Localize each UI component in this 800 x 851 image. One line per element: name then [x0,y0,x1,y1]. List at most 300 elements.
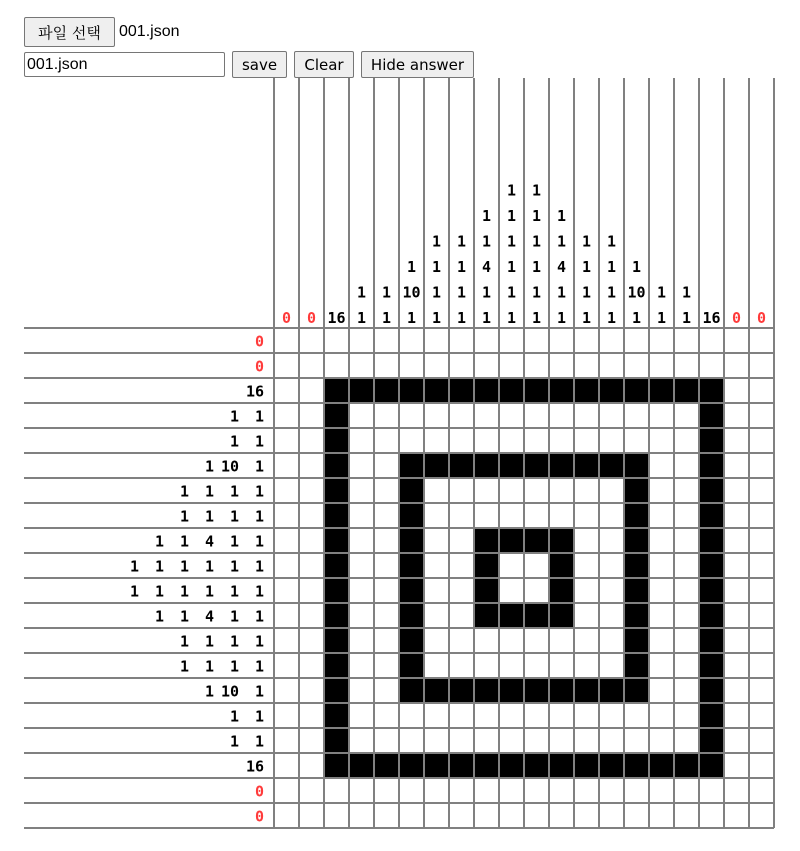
grid-cell[interactable] [674,728,699,753]
grid-cell[interactable] [549,403,574,428]
grid-cell-filled[interactable] [624,453,649,478]
grid-cell-filled[interactable] [524,453,549,478]
grid-cell[interactable] [349,728,374,753]
grid-cell[interactable] [649,778,674,803]
grid-cell[interactable] [749,553,774,578]
grid-cell[interactable] [474,403,499,428]
grid-cell-filled[interactable] [474,578,499,603]
grid-cell-filled[interactable] [699,378,724,403]
grid-cell[interactable] [299,753,324,778]
grid-cell[interactable] [574,778,599,803]
grid-cell-filled[interactable] [474,603,499,628]
grid-cell[interactable] [599,803,624,828]
grid-cell[interactable] [724,703,749,728]
grid-cell-filled[interactable] [399,628,424,653]
grid-cell[interactable] [324,778,349,803]
grid-cell[interactable] [474,478,499,503]
grid-cell[interactable] [549,503,574,528]
grid-cell[interactable] [599,428,624,453]
grid-cell[interactable] [349,628,374,653]
grid-cell-filled[interactable] [499,378,524,403]
grid-cell[interactable] [674,703,699,728]
grid-cell[interactable] [374,503,399,528]
grid-cell[interactable] [599,503,624,528]
grid-cell-filled[interactable] [324,528,349,553]
grid-cell[interactable] [499,428,524,453]
grid-cell[interactable] [349,703,374,728]
grid-cell[interactable] [524,403,549,428]
grid-cell[interactable] [299,528,324,553]
grid-cell[interactable] [674,478,699,503]
grid-cell[interactable] [349,428,374,453]
grid-cell[interactable] [499,503,524,528]
grid-cell[interactable] [274,728,299,753]
grid-cell[interactable] [574,578,599,603]
grid-cell[interactable] [499,778,524,803]
grid-cell[interactable] [299,453,324,478]
grid-cell-filled[interactable] [699,628,724,653]
grid-cell-filled[interactable] [624,653,649,678]
grid-cell[interactable] [274,528,299,553]
grid-cell[interactable] [499,653,524,678]
grid-cell[interactable] [599,728,624,753]
clear-button[interactable]: Clear [294,51,354,78]
grid-cell[interactable] [599,703,624,728]
grid-cell[interactable] [299,778,324,803]
grid-cell[interactable] [299,603,324,628]
grid-cell[interactable] [749,403,774,428]
grid-cell[interactable] [449,428,474,453]
grid-cell[interactable] [274,503,299,528]
grid-cell[interactable] [374,453,399,478]
grid-cell-filled[interactable] [674,378,699,403]
grid-cell[interactable] [574,328,599,353]
grid-cell[interactable] [599,628,624,653]
grid-cell-filled[interactable] [449,678,474,703]
grid-cell-filled[interactable] [624,503,649,528]
grid-cell-filled[interactable] [624,678,649,703]
grid-cell[interactable] [674,453,699,478]
grid-cell-filled[interactable] [699,728,724,753]
grid-cell[interactable] [624,353,649,378]
grid-cell-filled[interactable] [699,578,724,603]
grid-cell-filled[interactable] [699,403,724,428]
grid-cell[interactable] [724,728,749,753]
grid-cell[interactable] [299,803,324,828]
grid-cell[interactable] [349,603,374,628]
grid-cell[interactable] [574,603,599,628]
grid-cell-filled[interactable] [399,478,424,503]
grid-cell[interactable] [649,603,674,628]
grid-cell-filled[interactable] [524,753,549,778]
grid-cell-filled[interactable] [549,378,574,403]
grid-cell[interactable] [749,428,774,453]
grid-cell-filled[interactable] [474,378,499,403]
grid-cell[interactable] [424,428,449,453]
grid-cell[interactable] [749,628,774,653]
grid-cell[interactable] [724,528,749,553]
grid-cell[interactable] [724,478,749,503]
grid-cell[interactable] [474,728,499,753]
grid-cell-filled[interactable] [624,753,649,778]
grid-cell[interactable] [449,578,474,603]
grid-cell[interactable] [399,403,424,428]
grid-cell[interactable] [524,328,549,353]
grid-cell[interactable] [374,403,399,428]
grid-cell[interactable] [349,353,374,378]
grid-cell[interactable] [374,653,399,678]
grid-cell[interactable] [349,403,374,428]
grid-cell-filled[interactable] [374,378,399,403]
grid-cell[interactable] [274,378,299,403]
grid-cell[interactable] [274,428,299,453]
grid-cell[interactable] [599,653,624,678]
grid-cell[interactable] [474,628,499,653]
grid-cell[interactable] [724,803,749,828]
grid-cell[interactable] [349,503,374,528]
grid-cell[interactable] [624,803,649,828]
grid-cell[interactable] [274,478,299,503]
grid-cell[interactable] [524,703,549,728]
grid-cell[interactable] [524,628,549,653]
grid-cell[interactable] [649,653,674,678]
grid-cell[interactable] [674,553,699,578]
grid-cell[interactable] [349,678,374,703]
grid-cell[interactable] [599,553,624,578]
grid-cell-filled[interactable] [474,528,499,553]
grid-cell[interactable] [299,653,324,678]
grid-cell[interactable] [474,653,499,678]
grid-cell[interactable] [449,653,474,678]
grid-cell[interactable] [724,378,749,403]
grid-cell-filled[interactable] [699,453,724,478]
grid-cell[interactable] [299,478,324,503]
grid-cell[interactable] [449,778,474,803]
grid-cell[interactable] [399,353,424,378]
grid-cell[interactable] [699,328,724,353]
grid-cell[interactable] [424,603,449,628]
grid-cell-filled[interactable] [549,553,574,578]
grid-cell-filled[interactable] [524,378,549,403]
grid-cell[interactable] [749,453,774,478]
grid-cell-filled[interactable] [324,578,349,603]
grid-cell-filled[interactable] [349,753,374,778]
grid-cell-filled[interactable] [549,753,574,778]
grid-cell[interactable] [374,803,399,828]
grid-cell-filled[interactable] [499,453,524,478]
grid-cell[interactable] [674,603,699,628]
grid-cell[interactable] [374,603,399,628]
grid-cell-filled[interactable] [574,678,599,703]
grid-cell[interactable] [299,703,324,728]
grid-cell[interactable] [749,803,774,828]
grid-cell-filled[interactable] [649,378,674,403]
grid-cell[interactable] [674,328,699,353]
hide-answer-button[interactable]: Hide answer [361,51,474,78]
grid-cell-filled[interactable] [499,528,524,553]
grid-cell[interactable] [449,328,474,353]
grid-cell[interactable] [374,553,399,578]
grid-cell-filled[interactable] [324,378,349,403]
grid-cell[interactable] [524,503,549,528]
grid-cell[interactable] [674,778,699,803]
grid-cell[interactable] [574,728,599,753]
grid-cell[interactable] [524,553,549,578]
grid-cell[interactable] [749,728,774,753]
grid-cell[interactable] [649,528,674,553]
grid-cell-filled[interactable] [549,678,574,703]
grid-cell[interactable] [674,528,699,553]
grid-cell-filled[interactable] [624,553,649,578]
grid-cell[interactable] [574,503,599,528]
grid-cell[interactable] [449,478,474,503]
grid-cell[interactable] [674,653,699,678]
grid-cell[interactable] [474,353,499,378]
grid-cell[interactable] [749,503,774,528]
grid-cell[interactable] [649,478,674,503]
grid-cell[interactable] [724,403,749,428]
grid-cell[interactable] [274,578,299,603]
grid-cell-filled[interactable] [349,378,374,403]
grid-cell[interactable] [674,628,699,653]
grid-cell-filled[interactable] [699,653,724,678]
grid-cell-filled[interactable] [699,603,724,628]
grid-cell[interactable] [449,703,474,728]
grid-cell[interactable] [649,453,674,478]
grid-cell-filled[interactable] [699,678,724,703]
grid-cell[interactable] [349,453,374,478]
grid-cell[interactable] [549,353,574,378]
grid-cell[interactable] [499,803,524,828]
grid-cell[interactable] [474,778,499,803]
grid-cell[interactable] [749,678,774,703]
grid-cell[interactable] [349,328,374,353]
grid-cell[interactable] [499,553,524,578]
grid-cell[interactable] [474,703,499,728]
grid-cell[interactable] [349,478,374,503]
grid-cell[interactable] [374,628,399,653]
grid-cell[interactable] [274,553,299,578]
grid-cell[interactable] [649,578,674,603]
grid-cell-filled[interactable] [374,753,399,778]
grid-cell[interactable] [399,728,424,753]
file-select-button[interactable]: 파일 선택 [24,17,115,47]
grid-cell[interactable] [324,328,349,353]
grid-cell[interactable] [274,328,299,353]
grid-cell[interactable] [299,678,324,703]
grid-cell[interactable] [374,328,399,353]
grid-cell-filled[interactable] [499,753,524,778]
grid-cell[interactable] [374,578,399,603]
grid-cell[interactable] [399,803,424,828]
grid-cell[interactable] [449,353,474,378]
grid-cell[interactable] [449,503,474,528]
grid-cell-filled[interactable] [499,603,524,628]
grid-cell[interactable] [349,803,374,828]
grid-cell[interactable] [424,353,449,378]
grid-cell[interactable] [424,478,449,503]
grid-cell[interactable] [724,578,749,603]
grid-cell-filled[interactable] [599,453,624,478]
grid-cell[interactable] [349,528,374,553]
grid-cell[interactable] [274,603,299,628]
grid-cell[interactable] [599,578,624,603]
grid-cell-filled[interactable] [599,678,624,703]
grid-cell[interactable] [299,353,324,378]
grid-cell[interactable] [749,653,774,678]
grid-cell-filled[interactable] [699,428,724,453]
grid-cell-filled[interactable] [399,678,424,703]
grid-cell-filled[interactable] [549,453,574,478]
grid-cell[interactable] [574,653,599,678]
grid-cell[interactable] [599,603,624,628]
grid-cell[interactable] [424,728,449,753]
grid-cell-filled[interactable] [599,753,624,778]
grid-cell[interactable] [624,328,649,353]
grid-cell[interactable] [474,803,499,828]
grid-cell[interactable] [749,478,774,503]
grid-cell[interactable] [599,403,624,428]
grid-cell[interactable] [649,628,674,653]
grid-cell[interactable] [449,628,474,653]
grid-cell-filled[interactable] [324,653,349,678]
grid-cell[interactable] [724,603,749,628]
grid-cell-filled[interactable] [324,678,349,703]
grid-cell-filled[interactable] [324,703,349,728]
grid-cell[interactable] [674,503,699,528]
grid-cell[interactable] [549,628,574,653]
grid-cell[interactable] [649,553,674,578]
grid-cell[interactable] [499,353,524,378]
grid-cell[interactable] [299,553,324,578]
grid-cell-filled[interactable] [449,378,474,403]
grid-cell[interactable] [524,778,549,803]
grid-cell[interactable] [374,528,399,553]
grid-cell[interactable] [574,528,599,553]
grid-cell[interactable] [599,778,624,803]
grid-cell-filled[interactable] [324,728,349,753]
grid-cell[interactable] [374,728,399,753]
grid-cell[interactable] [374,703,399,728]
grid-cell[interactable] [599,528,624,553]
grid-cell[interactable] [649,703,674,728]
grid-cell[interactable] [274,753,299,778]
grid-cell[interactable] [674,803,699,828]
grid-cell-filled[interactable] [424,378,449,403]
grid-cell[interactable] [574,403,599,428]
grid-cell-filled[interactable] [624,378,649,403]
grid-cell[interactable] [724,428,749,453]
grid-cell[interactable] [374,678,399,703]
grid-cell[interactable] [499,703,524,728]
grid-cell[interactable] [549,328,574,353]
grid-cell-filled[interactable] [474,753,499,778]
grid-cell[interactable] [749,578,774,603]
grid-cell[interactable] [549,653,574,678]
grid-cell[interactable] [399,778,424,803]
grid-cell-filled[interactable] [549,528,574,553]
grid-cell[interactable] [424,703,449,728]
grid-cell-filled[interactable] [324,428,349,453]
grid-cell[interactable] [499,578,524,603]
grid-cell[interactable] [724,553,749,578]
grid-cell[interactable] [624,778,649,803]
grid-cell[interactable] [699,803,724,828]
grid-cell-filled[interactable] [599,378,624,403]
grid-cell[interactable] [724,628,749,653]
grid-cell-filled[interactable] [399,553,424,578]
grid-cell-filled[interactable] [699,503,724,528]
grid-cell[interactable] [274,653,299,678]
grid-cell-filled[interactable] [549,578,574,603]
grid-cell[interactable] [549,778,574,803]
grid-cell[interactable] [674,403,699,428]
grid-cell[interactable] [674,678,699,703]
grid-cell[interactable] [599,328,624,353]
grid-cell[interactable] [349,578,374,603]
grid-cell[interactable] [424,628,449,653]
grid-cell[interactable] [699,353,724,378]
grid-cell-filled[interactable] [499,678,524,703]
grid-cell[interactable] [299,728,324,753]
grid-cell-filled[interactable] [474,678,499,703]
grid-cell[interactable] [574,353,599,378]
grid-cell-filled[interactable] [324,503,349,528]
grid-cell[interactable] [424,803,449,828]
grid-cell[interactable] [724,353,749,378]
grid-cell[interactable] [524,428,549,453]
grid-cell[interactable] [749,603,774,628]
grid-cell[interactable] [649,678,674,703]
grid-cell[interactable] [424,503,449,528]
grid-cell[interactable] [374,428,399,453]
grid-cell[interactable] [474,328,499,353]
grid-cell[interactable] [524,653,549,678]
grid-cell[interactable] [424,328,449,353]
grid-cell[interactable] [449,803,474,828]
grid-cell[interactable] [499,403,524,428]
grid-cell[interactable] [624,728,649,753]
grid-cell[interactable] [324,353,349,378]
grid-cell[interactable] [749,778,774,803]
grid-cell[interactable] [624,403,649,428]
grid-cell[interactable] [649,803,674,828]
grid-cell[interactable] [499,728,524,753]
grid-cell-filled[interactable] [399,653,424,678]
grid-cell[interactable] [649,353,674,378]
grid-cell-filled[interactable] [574,378,599,403]
grid-cell[interactable] [524,578,549,603]
grid-cell[interactable] [649,728,674,753]
grid-cell[interactable] [299,428,324,453]
grid-cell[interactable] [549,478,574,503]
grid-cell-filled[interactable] [574,453,599,478]
grid-cell[interactable] [274,353,299,378]
grid-cell[interactable] [274,453,299,478]
save-button[interactable]: save [232,51,287,78]
grid-cell[interactable] [299,578,324,603]
grid-cell[interactable] [474,428,499,453]
grid-cell[interactable] [524,353,549,378]
grid-cell[interactable] [274,403,299,428]
grid-cell-filled[interactable] [424,753,449,778]
grid-cell[interactable] [449,553,474,578]
grid-cell[interactable] [299,403,324,428]
grid-cell[interactable] [449,603,474,628]
grid-cell[interactable] [549,428,574,453]
grid-cell[interactable] [274,803,299,828]
grid-cell-filled[interactable] [324,603,349,628]
